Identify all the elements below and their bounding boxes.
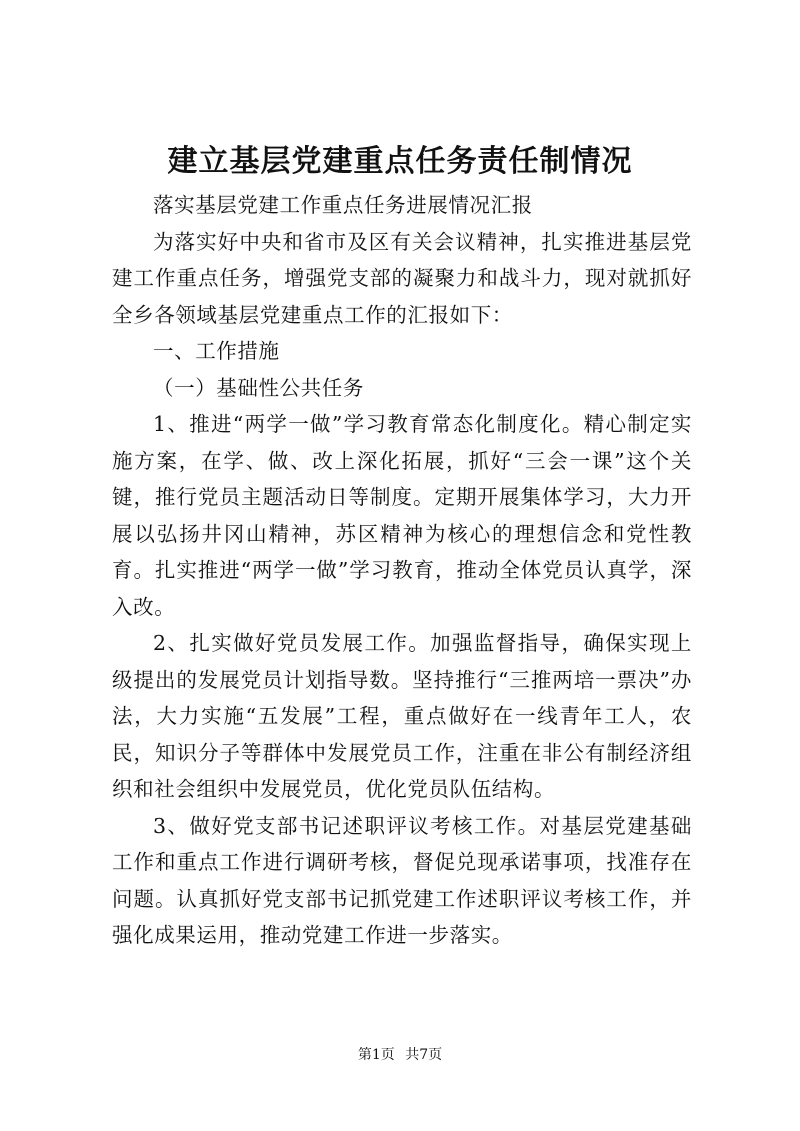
page-footer (0, 1045, 800, 1065)
intro-paragraph: 为落实好中央和省市及区有关会议精神，扎实推进基层党建工作重点任务，增强党支部的凝聚力和战斗力，现对就抓好全乡各领域基层党建重点工作的汇报如下： (112, 229, 692, 327)
item-paragraph-3: 3、做好党支部书记述职评议考核工作。对基层党建基础工作和重点工作进行调研考核，督促兑现承诺事项，找准存在问题。认真抓好党支部书记抓党建工作述职评议考核工作，并强化成果运用，推动党建工作进一步落实。 (112, 813, 692, 947)
section-heading: 一、工作措施 (153, 339, 280, 363)
page-total: 共7页 (405, 1047, 443, 1063)
document-body (112, 187, 692, 954)
subsection-heading: （一）基础性公共任务 (153, 375, 364, 400)
document-title: 建立基层党建重点任务责任制情况 (167, 144, 633, 179)
page-number: 第1页 (357, 1047, 395, 1063)
item-paragraph-2: 2、扎实做好党员发展工作。加强监督指导，确保实现上级提出的发展党员计划指导数。坚持推行“三推两培一票决”办法，大力实施“五发展”工程，重点做好在一线青年工人，农民，知识分子等群体中发展党员工作，注重在非公有制经济组织和社会组织中发展党员，优化党员队伍结构。 (112, 631, 692, 801)
subtitle-paragraph: 落实基层党建工作重点任务进展情况汇报 (153, 193, 533, 217)
item-paragraph-1: 1、推进“两学一做”学习教育常态化制度化。精心制定实施方案，在学、做、改上深化拓展，抓好“三会一课”这个关键，推行党员主题活动日等制度。定期开展集体学习，大力开展以弘扬井冈山精神，苏区精神为核心的理想信念和党性教育。扎实推进“两学一做”学习教育，推动全体党员认真学，深入改。 (112, 412, 692, 619)
